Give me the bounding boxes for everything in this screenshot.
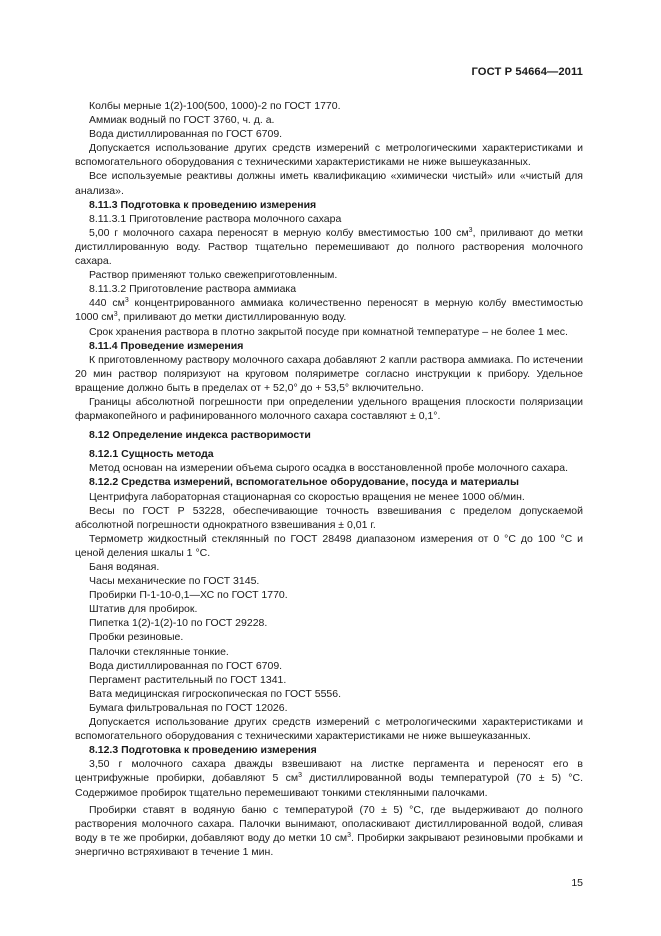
text: 440 см: [89, 297, 125, 310]
paragraph: Раствор применяют только свежеприготовленным.: [89, 269, 338, 282]
paragraph: Метод основан на измерении объема сырого осадка в восстановленной пробе молочного сахара.: [89, 462, 569, 475]
list-item: Вода дистиллированная по ГОСТ 6709.: [89, 659, 283, 672]
page-number: 15: [571, 877, 583, 889]
section-heading-8-12-2: 8.12.2 Средства измерений, вспомогательное оборудование, посуда и материалы: [89, 476, 519, 489]
text: , приливают до метки дистиллированную воду. Раствор тщательно перемешивают до полного растворения молочного сахара.: [75, 226, 583, 268]
paragraph: [75, 757, 583, 799]
document-number-header: ГОСТ Р 54664—2011: [471, 66, 583, 78]
list-item: Часы механические по ГОСТ 3145.: [89, 575, 260, 588]
text: Пробирки ставят в водяную баню с температурой (70 ± 5) °С, где выдерживают до полного растворения молочного сахара. Палочки вынимают, ополаскивают дистиллированной водой, сливая воду в те же пробирки, добавляют воду до метки 10 см: [75, 803, 583, 844]
paragraph: Аммиак водный по ГОСТ 3760, ч. д. а.: [89, 114, 275, 127]
paragraph: Допускается использование других средств измерений с метрологическими характеристиками и вспомогательного оборудования с техническими характеристиками не ниже вышеуказанных.: [75, 142, 583, 169]
subsection-title: 8.11.3.2 Приготовление раствора аммиака: [89, 283, 297, 296]
text: , приливают до метки дистиллированную воду.: [117, 311, 347, 324]
list-item: Баня водяная.: [89, 561, 160, 573]
section-heading-8-11-4: 8.11.4 Проведение измерения: [89, 339, 244, 352]
paragraph: [75, 803, 583, 859]
list-item: Пергамент растительный по ГОСТ 1341.: [89, 673, 287, 686]
superscript: 3: [124, 297, 129, 305]
list-item: Штатив для пробирок.: [89, 603, 198, 616]
paragraph: Центрифуга лабораторная стационарная со скоростью вращения не менее 1000 об/мин.: [89, 490, 525, 503]
paragraph: Границы абсолютной погрешности при определении удельного вращения плоскости поляризации фармакопейного и рафинированного молочного сахара составляют ± 0,1°.: [75, 395, 583, 423]
text: . Пробирки закрывают резиновыми пробками и энергично встряхивают в течение 1 мин.: [75, 831, 583, 858]
list-item: Пробирки П-1-10-0,1—ХС по ГОСТ 1770.: [89, 589, 288, 602]
paragraph: [75, 296, 583, 324]
list-item: Вата медицинская гигроскопическая по ГОСТ 5556.: [89, 687, 342, 700]
section-heading-8-12-1: 8.12.1 Сущность метода: [89, 448, 214, 461]
subsection-title: 8.11.3.1 Приготовление раствора молочного сахара: [89, 212, 342, 225]
paragraph: [75, 226, 583, 268]
section-heading-8-12-3: 8.12.3 Подготовка к проведению измерения: [89, 744, 317, 757]
paragraph: Все используемые реактивы должны иметь квалификацию «химически чистый» или «чистый для анализа».: [75, 170, 583, 197]
list-item: Пипетка 1(2)-1(2)-10 по ГОСТ 29228.: [89, 617, 268, 630]
superscript: 3: [347, 831, 352, 839]
paragraph: Вода дистиллированная по ГОСТ 6709.: [89, 128, 283, 141]
paragraph: Колбы мерные 1(2)-100(500, 1000)-2 по ГОСТ 1770.: [89, 100, 341, 112]
superscript: 3: [298, 772, 302, 780]
paragraph: Термометр жидкостный стеклянный по ГОСТ 28498 диапазоном измерения от 0 °С до 100 °С и ценой деления шкалы 1 °С.: [75, 532, 583, 559]
section-heading-8-12: 8.12 Определение индекса растворимости: [89, 429, 311, 442]
text: 3,50 г молочного сахара дважды взвешивают на листке пергамента и переносят его в центрифужные пробирки, добавляют 5 см: [75, 758, 583, 785]
list-item: Палочки стеклянные тонкие.: [89, 645, 229, 658]
text: концентрированного аммиака количественно переносят в мерную колбу вместимостью 1000 см: [75, 297, 583, 324]
list-item: Бумага фильтровальная по ГОСТ 12026.: [89, 701, 288, 714]
document-body: [75, 99, 583, 859]
section-heading-8-11-3: 8.11.3 Подготовка к проведению измерения: [89, 198, 317, 211]
superscript: 3: [468, 226, 473, 234]
superscript: 3: [113, 311, 118, 319]
text: 5,00 г молочного сахара переносят в мерную колбу вместимостью 100 см: [89, 226, 469, 239]
paragraph: Весы по ГОСТ Р 53228, обеспечивающие точность взвешивания с пределом допускаемой абсолютной погрешности однократного взвешивания ± 0,01 г.: [75, 504, 583, 531]
paragraph: Срок хранения раствора в плотно закрытой посуде при комнатной температуре – не более 1 мес.: [89, 325, 568, 338]
list-item: Пробки резиновые.: [89, 631, 184, 644]
paragraph: К приготовленному раствору молочного сахара добавляют 2 капли раствора аммиака. По истечении 20 мин раствор поляризуют на круговом поляриметре согласно инструкции к прибору. Удельное вращение должно быть в пределах от + 52,0° до + 53,5° включительно.: [75, 353, 583, 394]
paragraph: Допускается использование других средств измерений с метрологическими характеристиками и вспомогательного оборудования с техническими характеристиками не ниже вышеуказанных.: [75, 716, 583, 743]
text: дистиллированной воды температурой (70 ± 5) °С. Содержимое пробирок тщательно перемешивают тонкими стеклянными палочками.: [75, 772, 584, 799]
